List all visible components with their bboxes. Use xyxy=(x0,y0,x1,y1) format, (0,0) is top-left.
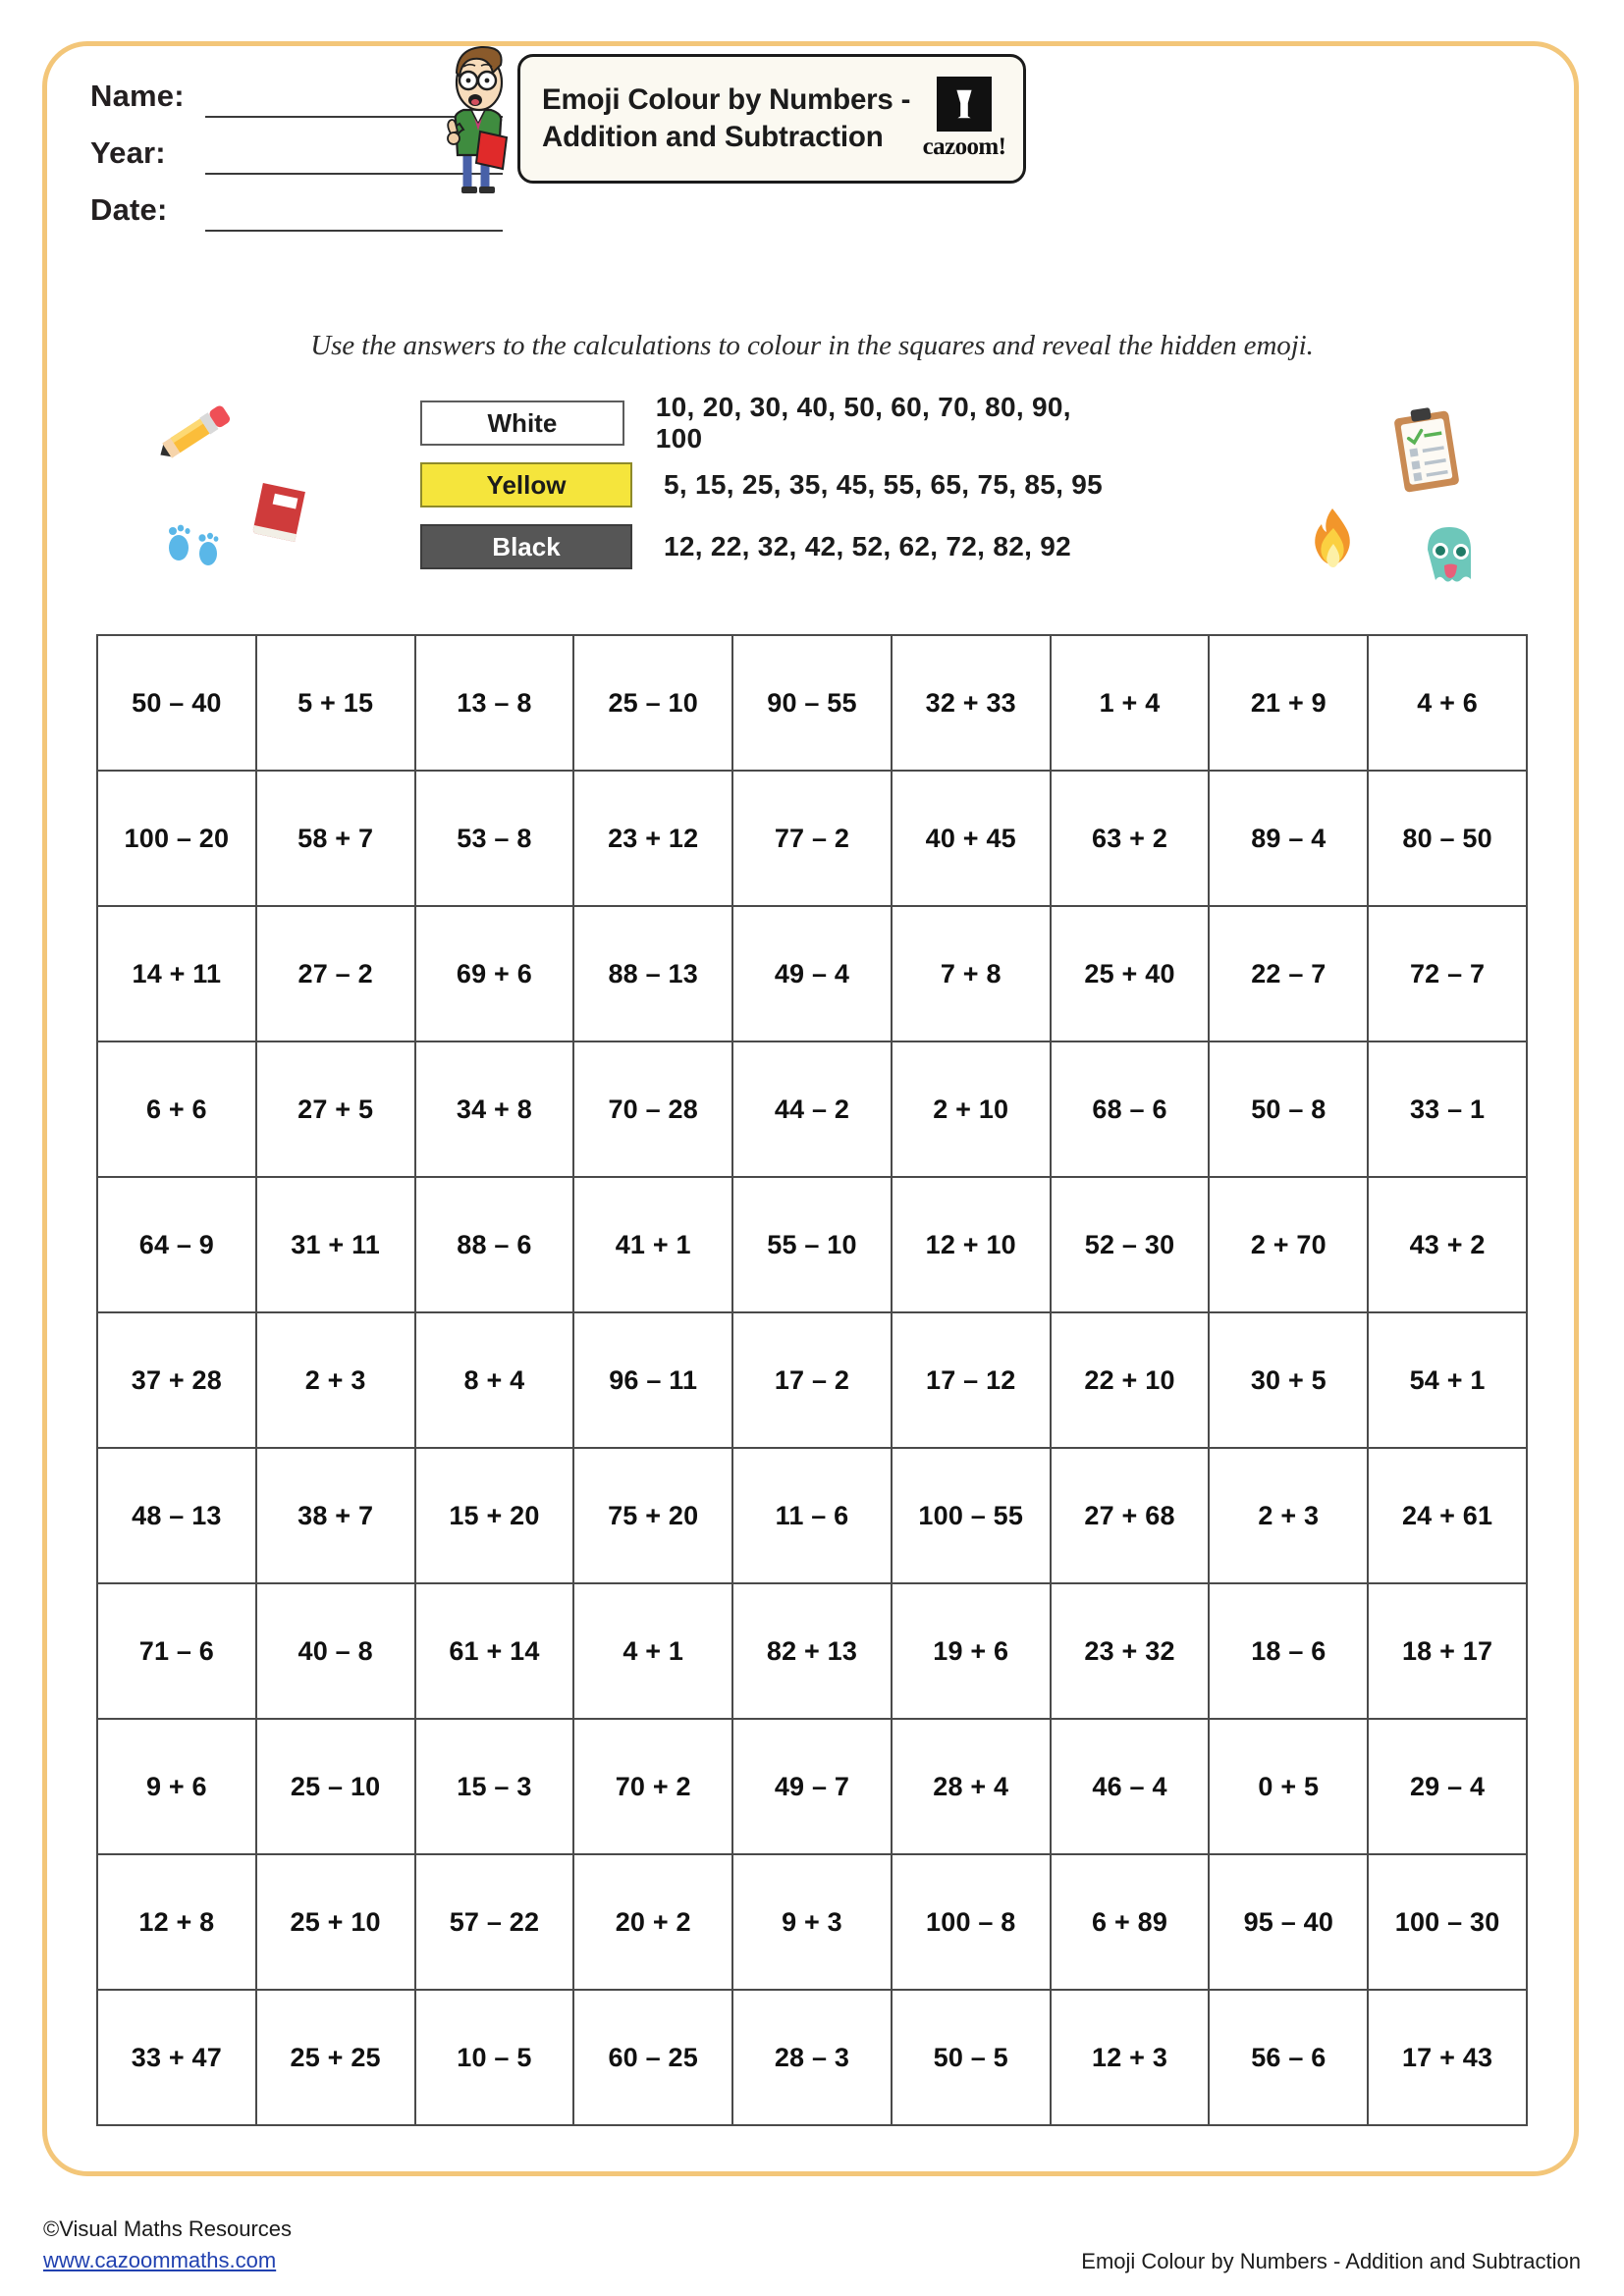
colour-key-row-white xyxy=(420,392,1108,454)
grid-cell[interactable]: 38 + 7 xyxy=(257,1449,416,1584)
grid-cell[interactable]: 25 + 25 xyxy=(257,1991,416,2126)
grid-cell[interactable]: 33 + 47 xyxy=(98,1991,257,2126)
grid-cell[interactable]: 40 + 45 xyxy=(893,772,1052,907)
grid-cell[interactable]: 55 – 10 xyxy=(733,1178,893,1313)
grid-cell[interactable]: 15 + 20 xyxy=(416,1449,575,1584)
grid-cell[interactable]: 5 + 15 xyxy=(257,636,416,772)
grid-cell[interactable]: 25 – 10 xyxy=(257,1720,416,1855)
cazoom-logo-text: cazoom! xyxy=(922,133,1006,160)
colour-key-row-black xyxy=(420,523,1108,570)
grid-cell[interactable]: 20 + 2 xyxy=(574,1855,733,1991)
colour-key xyxy=(420,392,1108,585)
grid-cell[interactable]: 9 + 3 xyxy=(733,1855,893,1991)
grid-cell[interactable]: 56 – 6 xyxy=(1210,1991,1369,2126)
grid-cell[interactable]: 27 – 2 xyxy=(257,907,416,1042)
grid-cell[interactable]: 28 + 4 xyxy=(893,1720,1052,1855)
grid-cell[interactable]: 2 + 70 xyxy=(1210,1178,1369,1313)
grid-cell[interactable]: 7 + 8 xyxy=(893,907,1052,1042)
fire-icon xyxy=(1298,501,1367,584)
grid-cell[interactable]: 58 + 7 xyxy=(257,772,416,907)
cazoom-logo-mark-icon xyxy=(937,77,992,132)
values-black: 12, 22, 32, 42, 52, 62, 72, 82, 92 xyxy=(664,531,1071,561)
grid-cell[interactable]: 68 – 6 xyxy=(1052,1042,1211,1178)
grid-cell[interactable]: 0 + 5 xyxy=(1210,1720,1369,1855)
grid-cell[interactable]: 64 – 9 xyxy=(98,1178,257,1313)
grid-cell[interactable]: 82 + 13 xyxy=(733,1584,893,1720)
grid-cell[interactable]: 27 + 68 xyxy=(1052,1449,1211,1584)
grid-cell[interactable]: 10 – 5 xyxy=(416,1991,575,2126)
grid-cell[interactable]: 25 + 40 xyxy=(1052,907,1211,1042)
grid-cell[interactable]: 22 – 7 xyxy=(1210,907,1369,1042)
grid-cell[interactable]: 30 + 5 xyxy=(1210,1313,1369,1449)
grid-cell[interactable]: 28 – 3 xyxy=(733,1991,893,2126)
grid-cell[interactable]: 69 + 6 xyxy=(416,907,575,1042)
grid-cell[interactable]: 34 + 8 xyxy=(416,1042,575,1178)
instruction-text: Use the answers to the calculations to colour in the squares and reveal the hidden emoji. xyxy=(310,330,1314,361)
grid-cell[interactable]: 23 + 32 xyxy=(1052,1584,1211,1720)
grid-cell[interactable]: 21 + 9 xyxy=(1210,636,1369,772)
grid-cell[interactable]: 50 – 8 xyxy=(1210,1042,1369,1178)
grid-cell[interactable]: 1 + 4 xyxy=(1052,636,1211,772)
page-title: Emoji Colour by Numbers - Addition and Subtraction xyxy=(542,83,911,153)
grid-cell[interactable]: 50 – 5 xyxy=(893,1991,1052,2126)
grid-cell[interactable]: 96 – 11 xyxy=(574,1313,733,1449)
grid-cell[interactable]: 75 + 20 xyxy=(574,1449,733,1584)
grid-cell[interactable]: 4 + 6 xyxy=(1369,636,1528,772)
colour-key-row-yellow xyxy=(420,461,1108,508)
grid-cell[interactable]: 40 – 8 xyxy=(257,1584,416,1720)
grid-cell[interactable]: 54 + 1 xyxy=(1369,1313,1528,1449)
cazoom-logo xyxy=(919,77,1009,161)
grid-cell[interactable]: 32 + 33 xyxy=(893,636,1052,772)
grid-cell[interactable]: 15 – 3 xyxy=(416,1720,575,1855)
grid-cell[interactable]: 100 – 30 xyxy=(1369,1855,1528,1991)
date-label: Date: xyxy=(90,192,168,227)
grid-cell[interactable]: 8 + 4 xyxy=(416,1313,575,1449)
grid-cell[interactable]: 17 – 2 xyxy=(733,1313,893,1449)
swatch-white: White xyxy=(420,400,624,446)
grid-cell[interactable]: 6 + 89 xyxy=(1052,1855,1211,1991)
copyright-text: ©Visual Maths Resources xyxy=(43,2216,293,2241)
grid-cell[interactable]: 2 + 3 xyxy=(1210,1449,1369,1584)
grid-cell[interactable]: 63 + 2 xyxy=(1052,772,1211,907)
grid-cell[interactable]: 88 – 13 xyxy=(574,907,733,1042)
grid-cell[interactable]: 89 – 4 xyxy=(1210,772,1369,907)
grid-cell[interactable]: 2 + 3 xyxy=(257,1313,416,1449)
grid-cell[interactable]: 100 – 20 xyxy=(98,772,257,907)
grid-cell[interactable]: 49 – 7 xyxy=(733,1720,893,1855)
grid-cell[interactable]: 18 + 17 xyxy=(1369,1584,1528,1720)
grid-cell[interactable]: 12 + 10 xyxy=(893,1178,1052,1313)
values-white: 10, 20, 30, 40, 50, 60, 70, 80, 90, 100 xyxy=(655,392,1071,454)
grid-cell[interactable]: 24 + 61 xyxy=(1369,1449,1528,1584)
ghost-icon xyxy=(1412,518,1487,598)
grid-cell[interactable]: 12 + 8 xyxy=(98,1855,257,1991)
grid-cell[interactable]: 48 – 13 xyxy=(98,1449,257,1584)
grid-cell[interactable]: 19 + 6 xyxy=(893,1584,1052,1720)
grid-cell[interactable]: 52 – 30 xyxy=(1052,1178,1211,1313)
grid-cell[interactable]: 37 + 28 xyxy=(98,1313,257,1449)
grid-cell[interactable]: 4 + 1 xyxy=(574,1584,733,1720)
closed-book-icon xyxy=(240,473,318,557)
grid-cell[interactable]: 33 – 1 xyxy=(1369,1042,1528,1178)
grid-cell[interactable]: 17 – 12 xyxy=(893,1313,1052,1449)
grid-cell[interactable]: 41 + 1 xyxy=(574,1178,733,1313)
worksheet-title-box xyxy=(517,54,1026,184)
grid-cell[interactable]: 18 – 6 xyxy=(1210,1584,1369,1720)
grid-cell[interactable]: 2 + 10 xyxy=(893,1042,1052,1178)
colour-by-numbers-grid xyxy=(96,634,1528,2126)
name-label: Name: xyxy=(90,79,185,113)
grid-cell[interactable]: 12 + 3 xyxy=(1052,1991,1211,2126)
footer-left xyxy=(43,2214,292,2276)
grid-cell[interactable]: 25 + 10 xyxy=(257,1855,416,1991)
grid-cell[interactable]: 22 + 10 xyxy=(1052,1313,1211,1449)
footer-worksheet-name: Emoji Colour by Numbers - Addition and Subtraction xyxy=(1081,2249,1581,2273)
grid-cell[interactable]: 88 – 6 xyxy=(416,1178,575,1313)
pencil-icon xyxy=(145,404,244,478)
grid-cell[interactable]: 53 – 8 xyxy=(416,772,575,907)
grid-cell[interactable]: 11 – 6 xyxy=(733,1449,893,1584)
grid-cell[interactable]: 61 + 14 xyxy=(416,1584,575,1720)
grid-cell[interactable]: 23 + 12 xyxy=(574,772,733,907)
grid-cell[interactable]: 27 + 5 xyxy=(257,1042,416,1178)
year-label: Year: xyxy=(90,135,166,170)
grid-cell[interactable]: 72 – 7 xyxy=(1369,907,1528,1042)
grid-cell[interactable]: 43 + 2 xyxy=(1369,1178,1528,1313)
grid-cell[interactable]: 80 – 50 xyxy=(1369,772,1528,907)
grid-cell[interactable]: 70 + 2 xyxy=(574,1720,733,1855)
footprints-icon xyxy=(157,510,236,574)
grid-cell[interactable]: 77 – 2 xyxy=(733,772,893,907)
grid-cell[interactable]: 60 – 25 xyxy=(574,1991,733,2126)
grid-cell[interactable]: 9 + 6 xyxy=(98,1720,257,1855)
grid-cell[interactable]: 95 – 40 xyxy=(1210,1855,1369,1991)
swatch-black: Black xyxy=(420,524,632,569)
swatch-yellow: Yellow xyxy=(420,462,632,507)
grid-cell[interactable]: 31 + 11 xyxy=(257,1178,416,1313)
date-input-line[interactable] xyxy=(205,192,503,232)
grid-cell[interactable]: 100 – 55 xyxy=(893,1449,1052,1584)
grid-cell[interactable]: 49 – 4 xyxy=(733,907,893,1042)
grid-cell[interactable]: 90 – 55 xyxy=(733,636,893,772)
grid-cell[interactable]: 14 + 11 xyxy=(98,907,257,1042)
grid-cell[interactable]: 13 – 8 xyxy=(416,636,575,772)
grid-cell[interactable]: 6 + 6 xyxy=(98,1042,257,1178)
grid-cell[interactable]: 100 – 8 xyxy=(893,1855,1052,1991)
grid-cell[interactable]: 57 – 22 xyxy=(416,1855,575,1991)
grid-cell[interactable]: 71 – 6 xyxy=(98,1584,257,1720)
website-link[interactable]: www.cazoommaths.com xyxy=(43,2247,277,2272)
grid-cell[interactable]: 17 + 43 xyxy=(1369,1991,1528,2126)
grid-cell[interactable]: 70 – 28 xyxy=(574,1042,733,1178)
grid-cell[interactable]: 44 – 2 xyxy=(733,1042,893,1178)
clipboard-icon xyxy=(1387,404,1466,504)
teacher-mascot-icon xyxy=(424,39,532,196)
grid-cell[interactable]: 46 – 4 xyxy=(1052,1720,1211,1855)
grid-cell[interactable]: 50 – 40 xyxy=(98,636,257,772)
grid-cell[interactable]: 29 – 4 xyxy=(1369,1720,1528,1855)
grid-cell[interactable]: 25 – 10 xyxy=(574,636,733,772)
values-yellow: 5, 15, 25, 35, 45, 55, 65, 75, 85, 95 xyxy=(664,469,1103,500)
